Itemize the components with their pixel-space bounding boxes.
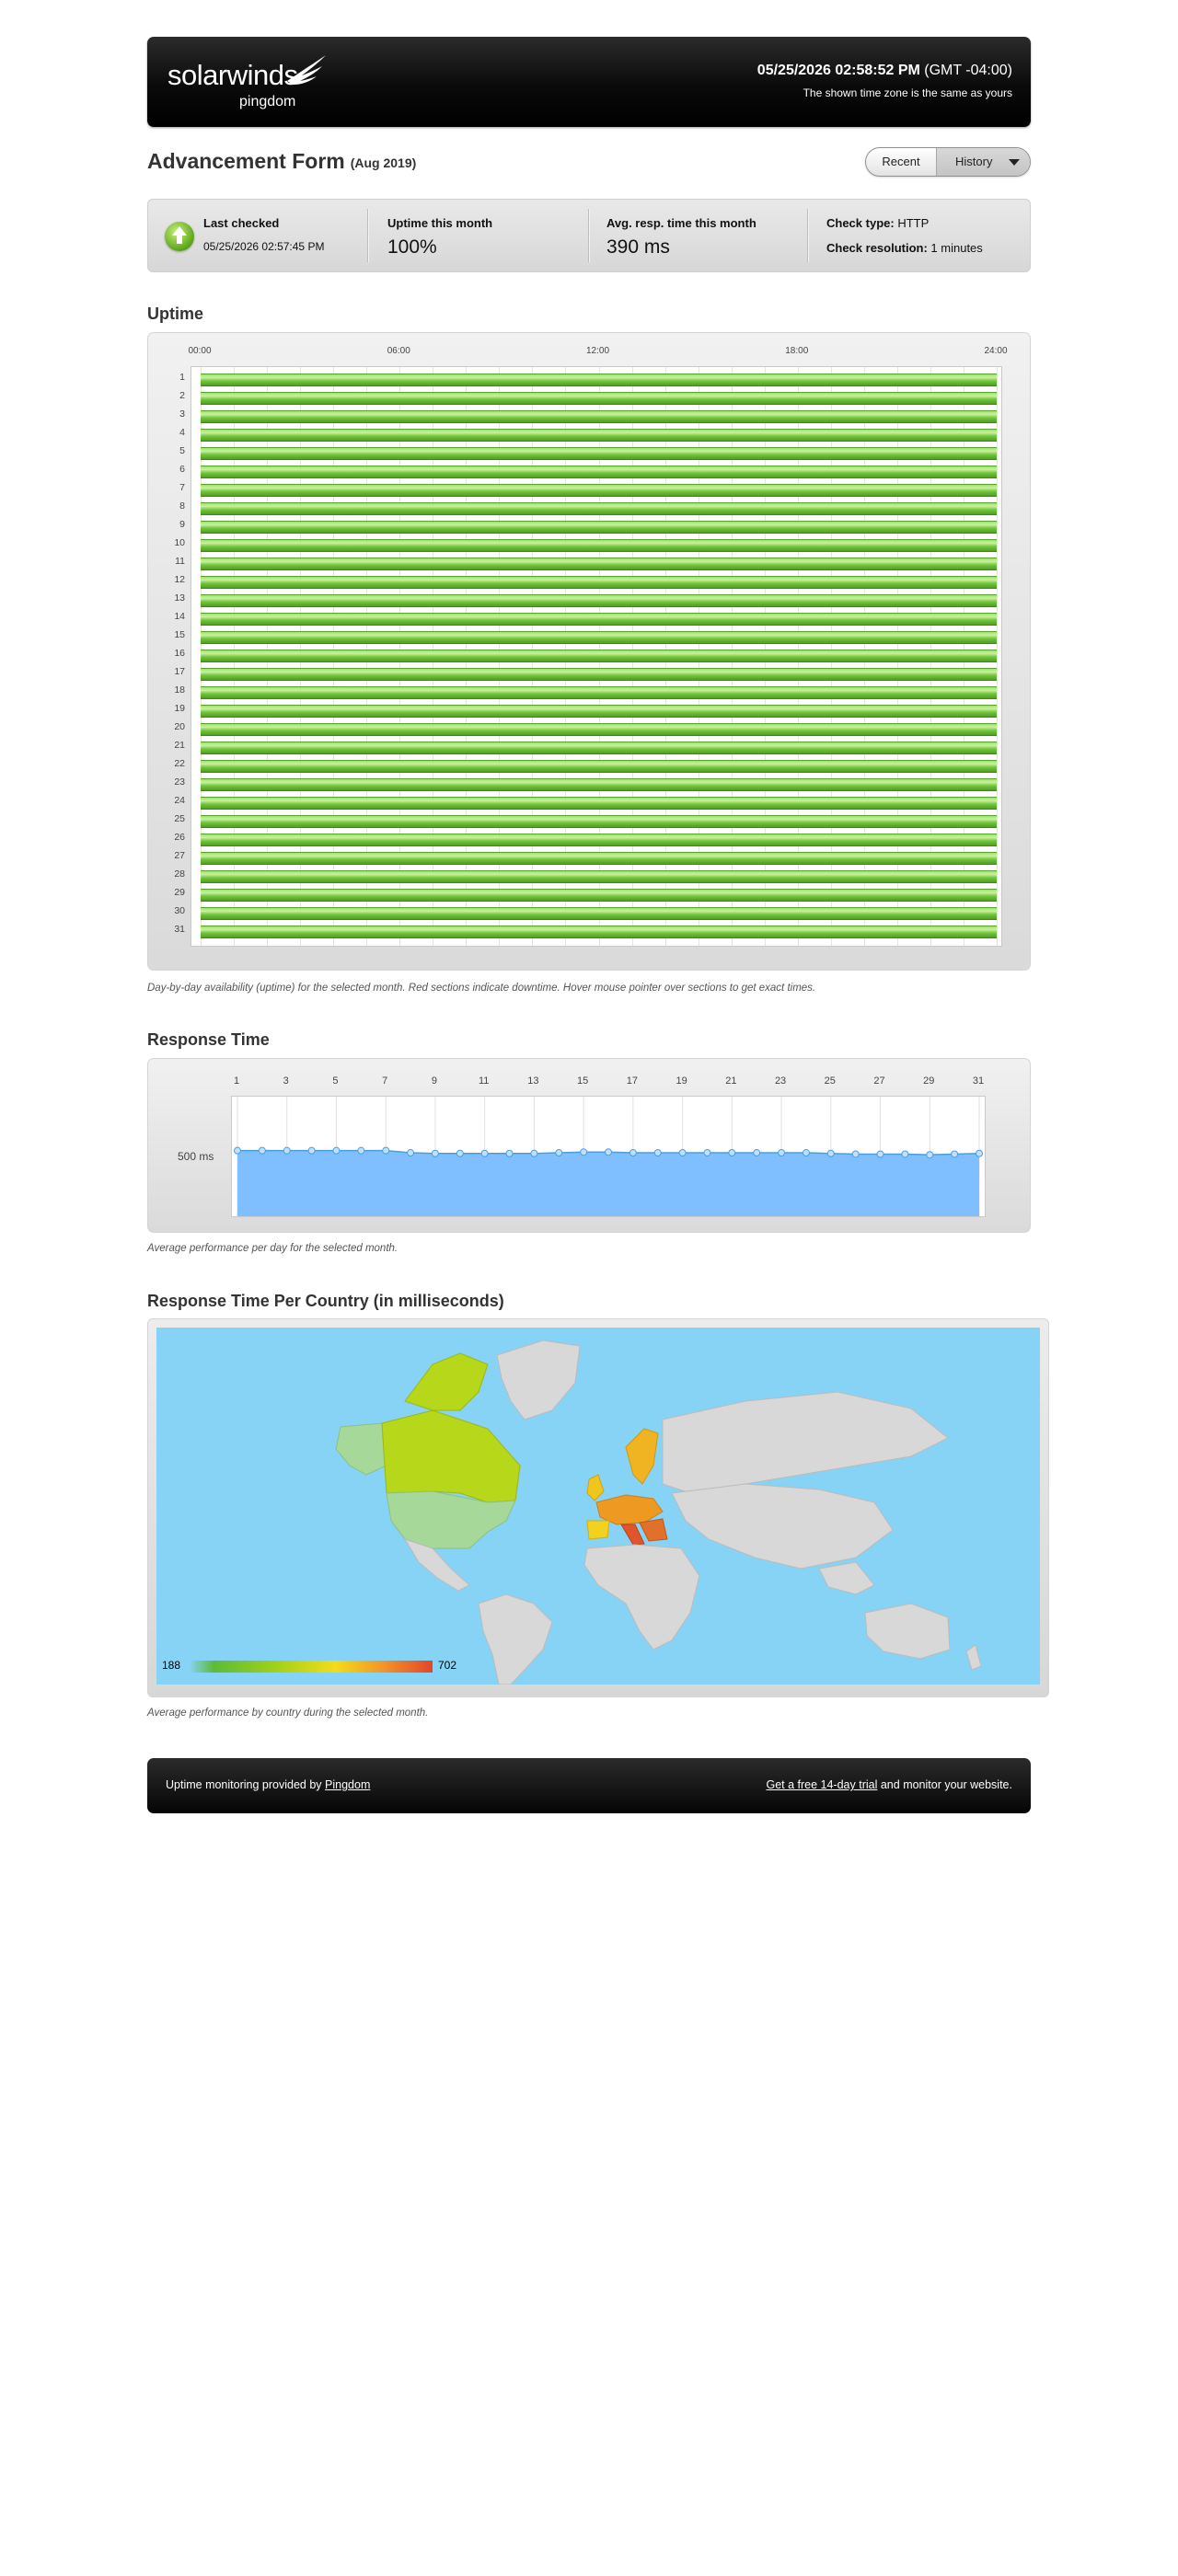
day-label: 23	[174, 776, 185, 788]
country-uk	[587, 1475, 604, 1501]
day-label: 28	[174, 868, 185, 880]
country-balkans	[640, 1519, 667, 1541]
day-label: 8	[179, 500, 185, 512]
country-russia	[663, 1392, 948, 1493]
response-point[interactable]	[779, 1150, 785, 1156]
x-tick-label: 29	[923, 1075, 935, 1087]
day-label: 22	[174, 758, 185, 769]
uptime-day-bar[interactable]	[201, 686, 997, 699]
hour-tick-label: 00:00	[188, 346, 212, 356]
response-point[interactable]	[803, 1150, 809, 1156]
x-tick-label: 17	[626, 1075, 638, 1087]
day-label: 21	[174, 740, 185, 751]
day-label: 9	[179, 519, 185, 530]
x-tick-label: 13	[527, 1075, 539, 1087]
uptime-day-bar[interactable]	[201, 834, 997, 846]
day-label: 2	[179, 390, 185, 401]
day-label: 26	[174, 832, 185, 843]
last-checked-label: Last checked	[203, 216, 280, 230]
world-map[interactable]	[156, 1328, 1040, 1685]
day-label: 18	[174, 684, 185, 696]
country-italy	[621, 1524, 644, 1545]
response-point[interactable]	[852, 1151, 859, 1157]
response-point[interactable]	[408, 1150, 414, 1156]
footer-bar	[147, 1758, 1031, 1813]
day-label: 13	[174, 592, 185, 604]
legend-max: 702	[438, 1659, 457, 1672]
map-panel	[147, 1318, 1049, 1697]
hour-axis	[148, 346, 1030, 359]
response-point[interactable]	[358, 1147, 364, 1154]
response-point[interactable]	[481, 1150, 488, 1156]
pingdom-link[interactable]: Pingdom	[325, 1778, 371, 1791]
day-label: 15	[174, 629, 185, 640]
x-tick-label: 3	[283, 1075, 289, 1087]
response-point[interactable]	[383, 1147, 389, 1154]
uptime-panel	[147, 332, 1031, 971]
country-southeast-asia	[819, 1562, 874, 1594]
x-tick-label: 5	[332, 1075, 339, 1087]
uptime-day-bar[interactable]	[201, 760, 997, 773]
hour-tick-label: 24:00	[984, 346, 1008, 356]
country-new-zealand	[966, 1645, 981, 1670]
check-resolution	[826, 241, 983, 255]
uptime-day-bar[interactable]	[201, 705, 997, 718]
uptime-day-bar[interactable]	[201, 778, 997, 791]
uptime-caption: Day-by-day availability (uptime) for the selected month. Red sections indicate downtime. Hover mouse pointer over sections to get exact times.	[147, 983, 816, 994]
country-asia-mid	[672, 1484, 893, 1569]
day-label: 30	[174, 905, 185, 916]
uptime-day-bar[interactable]	[201, 502, 997, 515]
uptime-section-title: Uptime	[147, 305, 204, 323]
x-tick-label: 23	[774, 1075, 787, 1087]
response-section-title: Response Time	[147, 1030, 270, 1049]
page-title-text: Advancement Form	[147, 149, 345, 173]
hour-tick-label: 18:00	[785, 346, 809, 356]
x-tick-label: 1	[233, 1075, 240, 1087]
uptime-day-bar[interactable]	[201, 484, 997, 497]
uptime-label: Uptime this month	[387, 216, 493, 230]
avg-response-value: 390 ms	[606, 236, 670, 258]
day-label: 24	[174, 795, 185, 806]
response-point[interactable]	[902, 1151, 908, 1157]
country-australia	[865, 1604, 950, 1659]
response-point[interactable]	[581, 1149, 587, 1156]
legend-gradient	[190, 1661, 433, 1673]
response-point[interactable]	[432, 1150, 438, 1156]
check-resolution-label: Check resolution:	[826, 241, 928, 255]
country-canada	[382, 1410, 520, 1502]
response-point[interactable]	[629, 1150, 636, 1156]
x-tick-label: 15	[577, 1075, 589, 1087]
country-canada-islands	[405, 1353, 488, 1410]
timezone-note: The shown time zone is the same as yours	[803, 86, 1012, 99]
uptime-day-bar[interactable]	[201, 631, 997, 644]
uptime-day-bar[interactable]	[201, 539, 997, 552]
uptime-day-bar[interactable]	[201, 926, 997, 938]
page-title	[147, 149, 416, 174]
uptime-day-bar[interactable]	[201, 466, 997, 478]
response-point[interactable]	[235, 1147, 241, 1154]
uptime-day-bar[interactable]	[201, 613, 997, 626]
bird-logo-icon	[285, 53, 328, 90]
footer-left	[166, 1778, 370, 1791]
history-dropdown[interactable]	[936, 148, 1031, 176]
footer-left-text: Uptime monitoring provided by	[166, 1778, 322, 1791]
stats-divider	[367, 209, 368, 262]
uptime-day-bar[interactable]	[201, 410, 997, 423]
day-label: 19	[174, 703, 185, 714]
uptime-day-bar[interactable]	[201, 668, 997, 681]
uptime-day-bar[interactable]	[201, 447, 997, 460]
uptime-day-bar[interactable]	[201, 852, 997, 865]
brand-sub: pingdom	[239, 94, 296, 109]
stats-bar	[147, 199, 1031, 272]
stats-divider	[588, 209, 589, 262]
country-spain	[587, 1521, 609, 1539]
response-point[interactable]	[754, 1150, 760, 1156]
x-tick-label: 25	[824, 1075, 836, 1087]
map-section-title: Response Time Per Country (in milliseconds)	[147, 1292, 504, 1310]
day-label: 7	[179, 482, 185, 493]
response-point[interactable]	[456, 1150, 463, 1156]
uptime-day-bar[interactable]	[201, 558, 997, 570]
country-alaska	[336, 1423, 387, 1475]
response-chart-box	[231, 1096, 986, 1217]
response-point[interactable]	[729, 1150, 735, 1156]
x-tick-label: 19	[676, 1075, 687, 1087]
response-point[interactable]	[333, 1147, 340, 1154]
uptime-day-bar[interactable]	[201, 742, 997, 754]
response-point[interactable]	[827, 1150, 834, 1156]
check-resolution-value: 1 minutes	[930, 241, 983, 255]
uptime-value: 100%	[387, 236, 437, 258]
status-up-icon	[165, 222, 194, 251]
country-greenland	[497, 1340, 580, 1420]
header-bar	[147, 37, 1031, 127]
footer-right-text: and monitor your website.	[880, 1778, 1012, 1791]
response-point[interactable]	[927, 1152, 933, 1158]
response-point[interactable]	[506, 1150, 513, 1156]
page-period: (Aug 2019)	[350, 155, 417, 170]
day-label: 14	[174, 611, 185, 622]
response-point[interactable]	[952, 1151, 958, 1157]
current-datetime	[757, 63, 1012, 79]
response-y-label: 500 ms	[178, 1150, 214, 1163]
response-point[interactable]	[308, 1147, 315, 1154]
caret-down-icon	[1009, 159, 1020, 166]
check-type-label: Check type:	[826, 216, 895, 230]
response-point[interactable]	[976, 1150, 983, 1156]
uptime-day-bar[interactable]	[201, 576, 997, 589]
day-label: 29	[174, 887, 185, 898]
response-chart	[232, 1097, 985, 1216]
x-tick-label: 9	[431, 1075, 437, 1087]
last-checked-value: 05/25/2026 02:57:45 PM	[203, 240, 325, 253]
free-trial-link[interactable]: Get a free 14-day trial	[766, 1778, 878, 1791]
uptime-day-bar[interactable]	[201, 521, 997, 534]
day-label: 27	[174, 850, 185, 861]
response-panel	[147, 1058, 1031, 1233]
day-label: 3	[179, 408, 185, 420]
country-africa	[584, 1545, 699, 1650]
day-label: 20	[174, 721, 185, 732]
datetime-value: 05/25/2026 02:58:52 PM	[756, 63, 920, 78]
uptime-day-bar[interactable]	[201, 815, 997, 828]
day-label: 16	[174, 648, 185, 659]
grid-line	[997, 367, 998, 946]
stats-divider	[807, 209, 808, 262]
day-label: 6	[179, 464, 185, 475]
day-label: 1	[179, 372, 185, 383]
day-label: 5	[179, 445, 185, 456]
uptime-day-bar[interactable]	[201, 797, 997, 810]
response-x-axis	[148, 1075, 1030, 1088]
response-point[interactable]	[283, 1147, 290, 1154]
uptime-day-bar[interactable]	[201, 374, 997, 386]
response-point[interactable]	[556, 1150, 562, 1156]
brand-main: solarwinds	[167, 59, 298, 91]
country-europe-west	[596, 1495, 663, 1524]
map-caption: Average performance by country during the selected month.	[147, 1708, 429, 1719]
uptime-day-bar[interactable]	[201, 650, 997, 662]
uptime-day-bar[interactable]	[201, 429, 997, 442]
legend-min: 188	[162, 1659, 181, 1672]
avg-response-label: Avg. resp. time this month	[606, 216, 756, 230]
day-label: 11	[175, 556, 185, 567]
footer-right	[766, 1778, 1012, 1791]
day-label: 4	[179, 427, 185, 438]
x-tick-label: 21	[725, 1075, 737, 1087]
world-map-svg	[156, 1328, 1040, 1685]
response-area	[237, 1151, 979, 1216]
history-label: History	[955, 155, 993, 168]
day-label: 12	[174, 574, 185, 585]
day-label: 25	[174, 813, 185, 824]
country-scandinavia	[626, 1429, 658, 1484]
gmt-offset: (GMT -04:00)	[924, 63, 1012, 78]
response-point[interactable]	[531, 1150, 537, 1156]
response-point[interactable]	[877, 1151, 884, 1157]
check-type	[826, 216, 929, 230]
uptime-day-bar[interactable]	[201, 723, 997, 736]
x-tick-label: 7	[382, 1075, 388, 1087]
response-point[interactable]	[606, 1149, 612, 1156]
uptime-day-bar[interactable]	[201, 594, 997, 607]
uptime-day-bar[interactable]	[201, 907, 997, 920]
uptime-day-bar[interactable]	[201, 392, 997, 405]
response-point[interactable]	[654, 1150, 661, 1156]
check-type-value: HTTP	[897, 216, 930, 230]
x-tick-label: 31	[972, 1075, 985, 1087]
day-label: 17	[174, 666, 185, 677]
response-point[interactable]	[704, 1150, 710, 1156]
response-point[interactable]	[679, 1150, 686, 1156]
response-caption: Average performance per day for the selected month.	[147, 1243, 398, 1254]
uptime-grid	[191, 366, 1002, 947]
day-label: 31	[174, 924, 185, 935]
uptime-day-bar[interactable]	[201, 870, 997, 883]
solarwinds-pingdom-logo[interactable]	[167, 53, 324, 114]
country-south-america	[479, 1594, 552, 1685]
uptime-day-bar[interactable]	[201, 889, 997, 902]
x-tick-label: 27	[873, 1075, 885, 1087]
recent-button[interactable]: Recent	[882, 155, 920, 168]
day-label: 10	[174, 537, 185, 548]
x-tick-label: 11	[478, 1075, 490, 1087]
hour-tick-label: 06:00	[387, 346, 410, 356]
response-point[interactable]	[259, 1147, 265, 1154]
view-toggle	[865, 147, 1031, 177]
hour-tick-label: 12:00	[585, 346, 610, 356]
